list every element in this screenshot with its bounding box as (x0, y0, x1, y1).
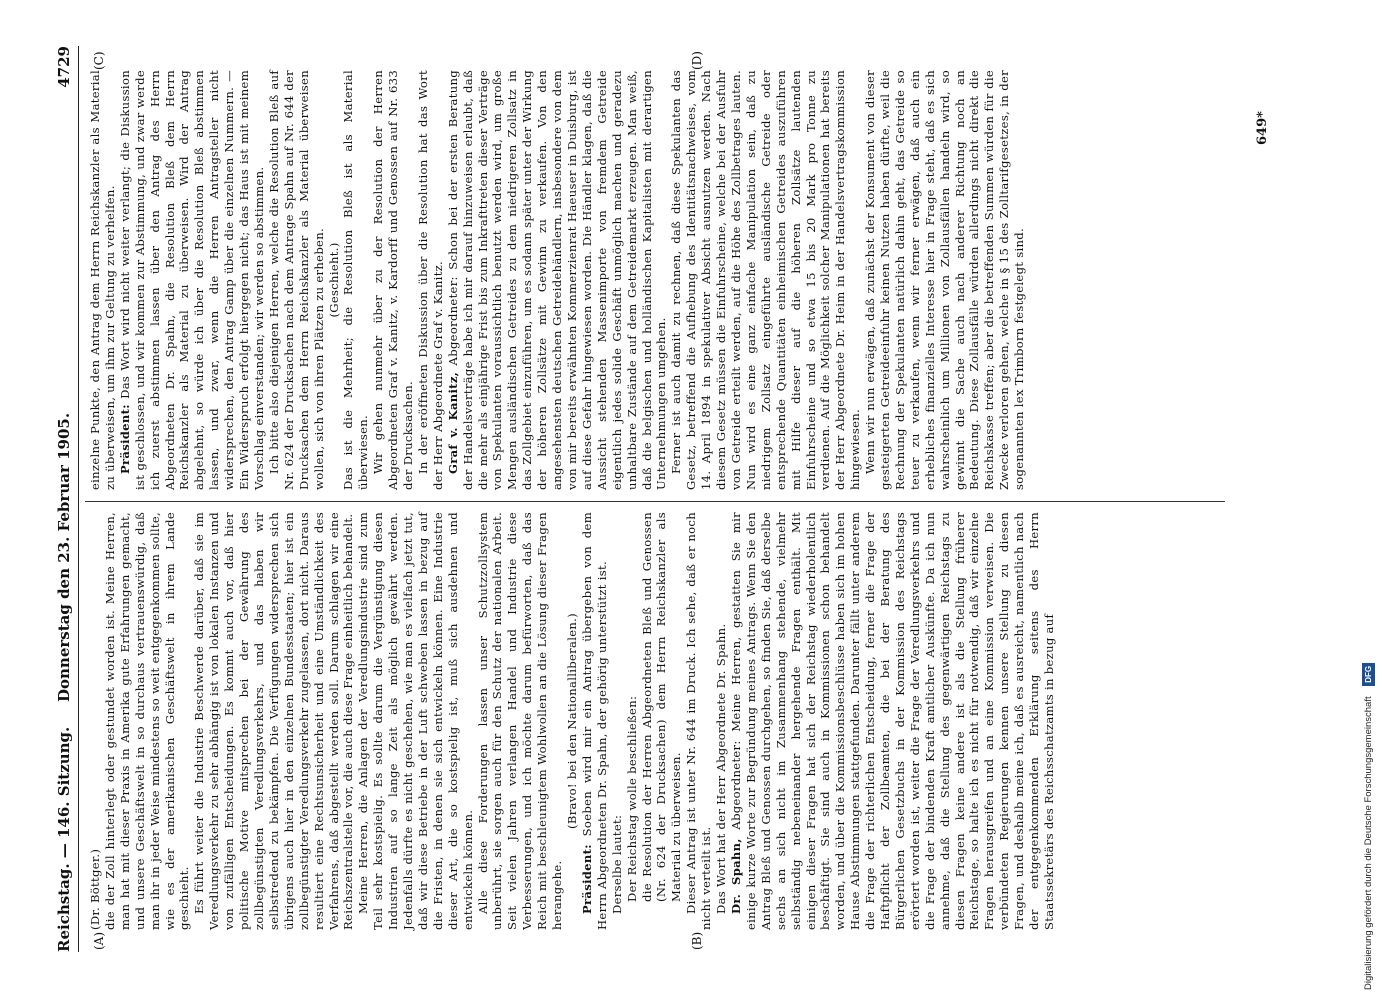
margin-marker-a: (A) (92, 931, 106, 950)
page-header (55, 46, 75, 952)
paragraph: Wir gehen nunmehr über zu der Resolution der Herren Abgeordneten Graf v. Kanitz, v. Kardorff und Genossen auf Nr. 633 der Drucksachen. (371, 70, 416, 490)
statement-text: Das Wort wird nicht weiter verlangt; die Diskussion ist geschlossen, und wir kommen zur Abstimmung, und zwar werde ich zuerst abstimmen lassen über den Antrag des Herrn Abgeordneten Dr. Spahn, die Resolution Bleß dem Herrn Reichskanzler als Material zu überweisen. Wird der Antrag abgelehnt, so würde ich über die Resolution Bleß abstimmen lassen, und zwar, wenn die Herren Antragsteller nicht widersprechen, den Antrag Gamp über die einzelnen Nummern. — Ein Widerspruch erfolgt hiergegen nicht; das Haus ist mit meinem Vorschlag einverstanden; wir werden so abstimmen. (117, 70, 266, 490)
page-number: 4729 (55, 46, 73, 88)
paragraph: Das Wort hat der Herr Abgeordnete Dr. Spahn. (714, 623, 729, 914)
margin-marker-c: (C) (92, 51, 106, 70)
resolution-intro: Derselbe lautet: (609, 814, 624, 914)
speaker-reference: (Dr. Böttger.) (88, 848, 102, 930)
kanitz-speech (446, 70, 670, 490)
paragraph: Es führt weiter die Industrie Beschwerde darüber, daß sie im Veredlungsverkehr zu sehr abhängig ist von lokalen Instanzen und von zufälligen Entscheidungen. Es kommt auch vor, daß hier politische Motive mitsprechen bei der Gewährung des zollbegünstigten Veredlungsverkehrs, und das haben wir selbstredend zu bekämpfen. Die Verfügungen widersprechen sich übrigens auch hier in den einzelnen Bundesstaaten; hier ist ein zollbegünstigter Veredlungsverkehr zugelassen, dort nicht. Daraus resultiert eine Rechtsunsicherheit und eine Umständlichkeit des Verfahrens, daß abgestellt werden soll. Darum schlagen wir eine Reichszentralstelle vor, die auch diese Frage einheitlich behandelt. (192, 512, 356, 930)
paragraph: Meine Herren, die Anlagen der Veredlungsindustrie sind zum Teil sehr kostspielig. Es sollte darum die Vergünstigung diesen Industrien auf so lange Zeit als möglich gewährt werden. Jedenfalls dürfte es nicht geschehen, wie man es vielfach jetzt tut, daß wir diese Betriebe in der Luft schweben lassen in bezug auf die Fristen, in denen sie sich entwickeln können. Eine Industrie dieser Art, die so kostspielig ist, muß sich ausdehnen und entwickeln können. (356, 512, 475, 930)
paragraph: die der Zoll hinterlegt oder gestundet worden ist. Meine Herren, man hat mit dieser Praxis in Amerika gute Erfahrungen gemacht, und unsere Geschäftswelt in so durchaus vertrauenswürdig, daß man ihr in jeder Weise mindestens so weit entgegenkommen sollte, wie es der amerikanischen Geschäftswelt in ihrem Lande geschieht. (102, 512, 192, 930)
speaker-label: Präsident: (579, 844, 594, 914)
signature-mark: 649* (1255, 111, 1270, 145)
paragraph: Ich bitte also diejenigen Herren, welche die Resolution Bleß auf Nr. 624 der Drucksachen nach dem Antrage Spahn auf Nr. 644 der Drucksachen dem Herrn Reichskanzler als Material überweisen wollen, sich von ihren Plätzen zu erheben. (266, 70, 326, 490)
resolution-line: die Resolution der Herren Abgeordneten Bleß und Genossen (Nr. 624 der Drucksachen) dem Herrn Reichskanzler als Material zu überweisen. (639, 512, 684, 902)
speaker-label: Graf v. Kanitz, (445, 371, 460, 474)
paragraph: Ferner ist auch damit zu rechnen, daß diese Spekulanten das Gesetz, betreffend die Aufhebung des Identitätsnachweises, vom 14. April 1894 in spekulativer Absicht ausnutzen werden. Nach diesem Gesetz müssen die Einfuhrscheine, welche bei der Ausfuhr von Getreide erteilt werden, auf die Höhe des Zollbetrages lauten. Nun wird es eine ganz einfache Manipulation sein, daß zu niedrigem Zollsatz eingeführte ausländische Getreide oder entsprechende Quantitäten einheimischen Getreides auszuführen mit Hilfe dieser auf die höheren Zollsätze lautenden Einfuhrscheine und so etwa 15 bis 20 Mark pro Tonne zu verdienen. Auf die Möglichkeit solcher Manipulationen hat bereits der Herr Abgeordnete Dr. Heim in der Handelsvertragskommission hingewiesen. (669, 70, 863, 490)
header-session: Reichstag. — 146. Sitzung. (55, 726, 73, 952)
paragraph: Das ist die Mehrheit; die Resolution Bleß ist als Material überwiesen. (341, 70, 371, 490)
statement-text: Soeben wird mir ein Antrag übergeben von dem Herrn Abgeordneten Dr. Spahn, der gehörig unterstützt ist. (579, 512, 609, 930)
reaction-note: (Geschieht.) (326, 242, 341, 318)
applause-note: (Bravo! bei den Nationalliberalen.) (565, 613, 579, 829)
header-rule (78, 46, 79, 952)
margin-marker-b: (B) (690, 931, 704, 950)
left-column (88, 512, 1057, 930)
president-statement (580, 512, 610, 930)
paragraph: Alle diese Forderungen lassen unser Schutzzollsystem unberührt, sie sorgen auch für den Schutz der nationalen Arbeit. Seit vielen Jahren verlangen Handel und Industrie diese Verbesserungen, und ich möchte darum befürworten, daß das Reich mit beschleunigtem Wohlwollen an die Lösung dieser Fragen herangehe. (475, 512, 565, 930)
paragraph: Wenn wir nun erwägen, daß zunächst der Konsument von dieser gesteigerten Getreideeinfuhr keinen Nutzen haben dürfte, weil die Rechnung der Spekulanten natürlich dahin geht, das Getreide so teuer zu verkaufen, wenn wir ferner erwägen, daß auch ein erhebliches finanzielles Interesse hier in Frage steht, daß es sich wahrscheinlich um Millionen von Zollausfällen handeln wird, so gewinnt die Sache auch nach anderer Richtung noch an Bedeutung. Diese Zollausfälle würden allerdings nicht direkt die Reichskasse treffen; aber die betreffenden Summen würden für die Zwecke verloren gehen, welche in § 15 des Zolltarifgesetzes, in der sogenannten lex Trimborn festgelegt sind. (863, 70, 1027, 490)
column-divider (85, 501, 1225, 502)
president-statement (118, 70, 267, 490)
speaker-label: Präsident: (117, 404, 132, 474)
spahn-speech (729, 512, 1057, 930)
dfg-logo: DFG (1362, 663, 1375, 686)
paragraph: Dieser Antrag ist unter Nr. 644 im Druck. Ich sehe, daß er noch nicht verteilt ist. (684, 512, 714, 930)
speaker-label: Dr. Spahn, (728, 838, 743, 914)
paragraph: einzelne Punkte, den Antrag dem Herrn Reichskanzler als Material zu überweisen, um ihm zur Geltung zu verhelfen. (88, 70, 117, 490)
digitization-credit (1360, 10, 1378, 990)
margin-marker-d: (D) (690, 51, 704, 70)
right-column (88, 70, 1027, 490)
resolution-line: Der Reichstag wolle beschließen: (624, 695, 639, 902)
speech-text: Abgeordneter: Meine Herren, gestatten Sie mir einige kurze Worte zur Begründung meines Antrags. Wenn Sie den Antrag Bleß und Genossen durchgehen, so finden Sie, daß derselbe sechs an sich nicht im Zusammenhang stehende, vielmehr selbständig nebeneinander hergehende Fragen enthält. Mit einigen dieser Fragen hat sich der Reichstag wiederholentlich beschäftigt. Sie sind auch in Kommissionen schon behandelt worden, und über die Kommissionsbeschlüsse haben sich im hohen Hause Abstimmungen stattgefunden. Darunter fällt unter anderem die Frage der richterlichen Entscheidung, ferner die Frage der Haftpflicht der Zollbeamten, die bei der Beratung des Bürgerlichen Gesetzbuchs in der Kommission des Reichstags erörtert worden ist, weiter die Frage der Veredlungsverkehrs und die Frage der bindenden Kraft amtlicher Auskünfte. Da ich nun annehme, daß die Stellung des gegenwärtigen Reichstags zu diesen Fragen keine andere ist als die Stellung früherer Reichstage, so halte ich es nicht für notwendig, daß wir einzelne Fragen herausgreifen und an eine Kommission verweisen. Die verbündeten Regierungen kennen unsere Stellung zu diesen Fragen, und deshalb meine ich, daß es ausreicht, namentlich nach der entgegenkommenden Erklärung seitens des Herrn Staatssekretärs des Reichsschatzamts in bezug auf (728, 512, 1056, 930)
header-date: Donnerstag den 23. Februar 1905. (55, 412, 73, 702)
paragraph: In der eröffneten Diskussion über die Resolution hat das Wort der Herr Abgeordnete Graf v. Kanitz. (415, 70, 445, 490)
speech-text: Abgeordneter: Schon bei der ersten Beratung der Handelsverträge habe ich mir darauf hinzuweisen erlaubt, daß die mehr als einjährige Frist bis zum Inkrafttreten dieser Verträge von Spekulanten voraussichtlich benutzt werden wird, um große Mengen ausländischen Getreides zu dem niedrigeren Zollsatz in das Zollgebiet einzuführen, um es sodann später unter der Wirkung der höheren Zollsätze mit Gewinn zu verkaufen. Von den angesehensten deutschen Getreidehändlern, insbesondere von dem von mir bereits erwähnten Kommerzienrat Haeuser in Duisburg, ist auf diese Gefahr hingewiesen worden. Die Händler klagen, daß die Aussicht stehenden Massenimporte von fremdem Getreide eigentlich jedes solide Geschäft unmöglich machen und geradezu unhaltbare Zustände auf dem Getreidemarkt erzeugen. Man weiß, daß die belgischen und holländischen Kapitalisten mit derartigen Unternehmungen umgehen. (445, 70, 669, 490)
credit-text: Digitalisierung gefördert durch die Deutsche Forschungsgemeinschaft (1363, 696, 1374, 990)
